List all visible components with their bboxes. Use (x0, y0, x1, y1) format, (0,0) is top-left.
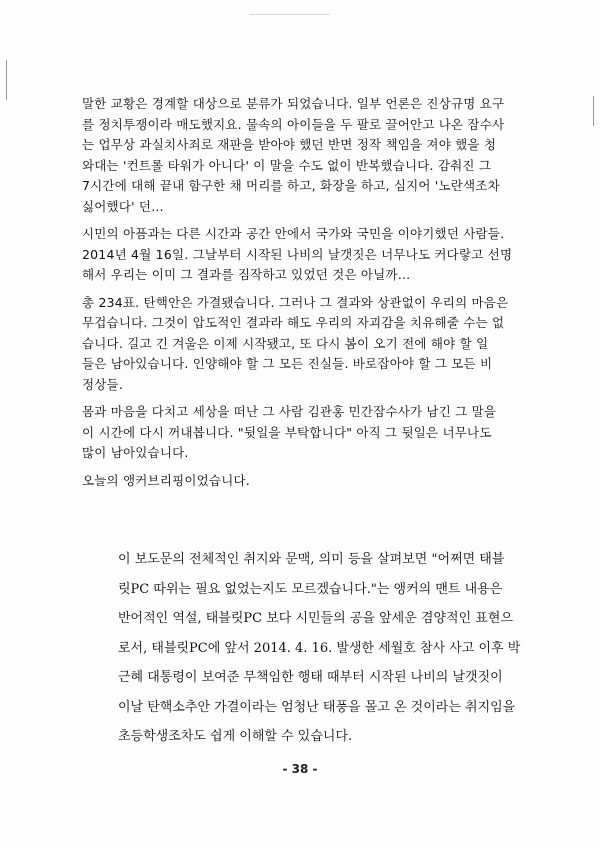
quote-line: 들은 남아있습니다. 인양해야 할 그 모든 진실들. 바로잡아야 할 그 모든 비 (82, 356, 493, 371)
quote-line: 몸과 마음을 다치고 세상을 떠난 그 사람 김관홍 민간잠수사가 남긴 그 말을 (82, 404, 497, 419)
quote-line: 는 업무상 과실치사죄로 재판을 받아야 했던 반면 정작 책임을 져야 했을 청 (82, 137, 497, 152)
body-line: 이 보도문의 전체적인 취지와 문맥, 의미 등을 살펴보면 "어쩌면 태블 (118, 552, 505, 567)
legal-argument-paragraph (118, 545, 558, 752)
body-line: 릿PC 따위는 필요 없었는지도 모르겠습니다."는 앵커의 맨트 내용은 (118, 581, 503, 597)
body-line: 이날 탄핵소추안 가결이라는 엄청난 태풍을 몰고 온 것이라는 취지임을 (118, 699, 516, 715)
quote-line: 싫어했다' 던… (82, 198, 164, 214)
quote-line: 7시간에 대해 끝내 함구한 채 머리를 하고, 화장을 하고, 심지어 '노란색조차 (82, 178, 500, 193)
quote-line: 오늘의 앵커브리핑이었습니다. (82, 472, 250, 488)
scan-artifact-left-edge (6, 60, 7, 100)
scan-artifact-rule (250, 14, 330, 15)
quote-paragraph-4 (82, 402, 552, 464)
quote-paragraph-3 (82, 293, 552, 396)
quote-line: 무겁습니다. 그것이 압도적인 결과라 해도 우리의 자괴감을 치유해줄 수는 없 (82, 315, 505, 330)
quote-line: 2014년 4월 16일. 그날부터 시작된 나비의 날갯짓은 너무나도 커다랗고 선명 (82, 246, 513, 262)
scan-artifact-right-edge (593, 96, 594, 126)
quote-line: 이 시간에 다시 꺼내봅니다. "뒷일을 부탁합니다" 아직 그 뒷일은 너무나도 (82, 424, 492, 440)
quote-paragraph-2 (82, 224, 552, 286)
quote-line: 와대는 '컨트롤 타워가 아니다' 이 말을 수도 없이 반복했습니다. 감춰진 그 (82, 157, 492, 173)
quote-line: 습니다. 길고 긴 겨울은 이제 시작됐고, 또 다시 봄이 오기 전에 해야 할 일 (82, 335, 489, 351)
quote-line: 를 정치투쟁이라 매도했지요. 물속의 아이들을 두 팔로 끌어안고 나온 잠수사 (82, 116, 505, 132)
body-line: 로서, 태블릿PC에 앞서 2014. 4. 16. 발생한 세월호 참사 사고 이후 박 (118, 640, 521, 656)
body-line: 근혜 대통령이 보여준 무책임한 행태 때부터 시작된 나비의 날갯짓이 (118, 670, 503, 685)
page-number: - 38 - (282, 762, 318, 776)
quote-line: 시민의 아픔과는 다른 시간과 공간 안에서 국가와 국민을 이야기했던 사람들. (82, 226, 505, 241)
quote-line: 말한 교황은 경계할 대상으로 분류가 되었습니다. 일부 언론은 진상규명 요구 (82, 96, 505, 111)
body-line: 초등학생조차도 쉽게 이해할 수 있습니다. (118, 729, 353, 744)
quote-line: 총 234표. 탄핵안은 가결됐습니다. 그러나 그 결과와 상관없이 우리의 마음은 (82, 294, 509, 310)
quote-line: 해서 우리는 이미 그 결과를 짐작하고 있었던 것은 아닐까… (82, 267, 411, 282)
quote-line: 많이 남아있습니다. (82, 445, 189, 460)
quote-paragraph-1 (82, 94, 552, 217)
body-line: 반어적인 역설, 태블릿PC 보다 시민들의 공을 앞세운 겸양적인 표현으 (118, 611, 513, 626)
quoted-broadcast-transcript (82, 94, 552, 498)
quote-paragraph-5 (82, 471, 552, 492)
quote-line: 정상들. (82, 376, 123, 392)
